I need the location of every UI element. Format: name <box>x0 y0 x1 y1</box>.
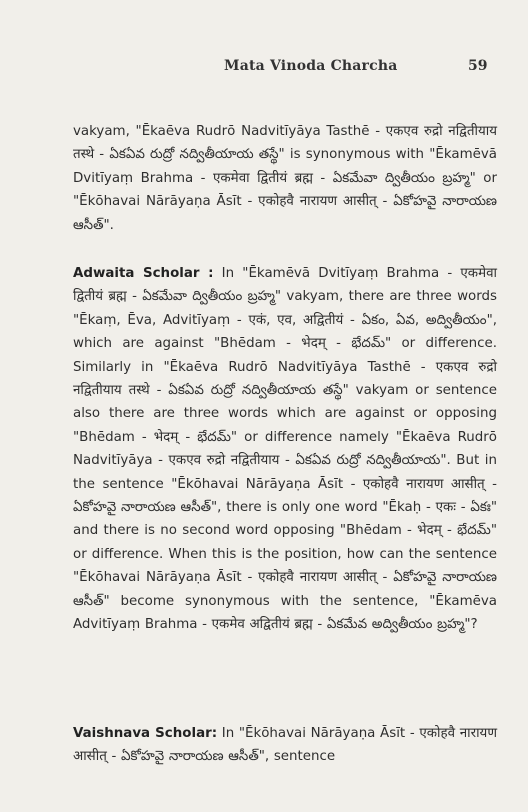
page-number: 59 <box>468 58 488 74</box>
paragraph-continuation <box>73 120 497 237</box>
paragraph-text: vakyam, "Ēkaēva Rudrō Nadvitīyāya Tasthē - एकएव रुद्रो नद्वितीयाय तस्थे - ఏకఏవ రుద్రో నద్వితీయాయ తస్థే" is synonymous with "Ēkamēvā Dvitīyaṃ Brahma - एकमेवा द्वितीयं ब्रह्म - ఏకమేవా ద్వితీయం బ్రహ్మ" or "Ēkōhavai Nārāyaṇa Āsīt - एकोहवै नारायण आसीत् - ఏకోహవై నారాయణ ఆసీత్". <box>73 124 497 233</box>
paragraph-adwaita-scholar <box>73 262 497 637</box>
page-header <box>0 56 528 80</box>
speaker-label-vaishnava: Vaishnava Scholar: <box>73 726 218 741</box>
speaker-label-adwaita: Adwaita Scholar : <box>73 266 214 281</box>
paragraph-text: In "Ēkōhavai Nārāyaṇa Āsīt - एकोहवै नारायण आसीत् - ఏకోహవై నారాయణ ఆసీత్", sentence <box>73 726 498 765</box>
paragraph-vaishnava-scholar <box>73 722 497 769</box>
paragraph-text: In "Ēkamēvā Dvitīyaṃ Brahma - एकमेवा द्वितीयं ब्रह्म - ఏకమేవా ద్వితీయం బ్రహ్మ" vakyam, there are three words "Ēkaṃ, Ēva, Advitīyaṃ - एकं, एव, अद्वितीयं - ఏకం, ఏవ, అద్వితీయం", which are against "Bhēdam - भेदम् - భేదమ్" or difference. Similarly in "Ēkaēva Rudrō Nadvitīyāya Tasthē - एकएव रुद्रो नद्वितीयाय तस्थे - ఏకఏవ రుద్రో నద్వితీయాయ తస్థే" vakyam or sentence also there are three words which are against or opposing "Bhēdam - भेदम् - భేదమ్" or difference namely "Ēkaēva Rudrō Nadvitīyāya - एकएव रुद्रो नद्वितीयाय - ఏకఏవ రుద్రో నద్వితీయాయ". But in the sentence "Ēkōhavai Nārāyaṇa Āsīt - एकोहवै नारायण आसीत् - ఏకోహవై నారాయణ ఆసీత్", there is only one word "Ēkaḥ - एकः - ఏకః" and there is no second word opposing "Bhēdam - भेदम् - భేదమ్" or difference. When this is the position, how can the sentence "Ēkōhavai Nārāyaṇa Āsīt - एकोहवै नारायण आसीत् - ఏకోహవై నారాయణ ఆసీత్" become synonymous with the sentence, "Ēkamēva Advitīyaṃ Brahma - एकमेव अद्वितीयं ब्रह्म - ఏకమేవ అద్వితీయం బ్రహ్మ"? <box>73 266 498 633</box>
running-title: Mata Vinoda Charcha <box>224 58 398 74</box>
